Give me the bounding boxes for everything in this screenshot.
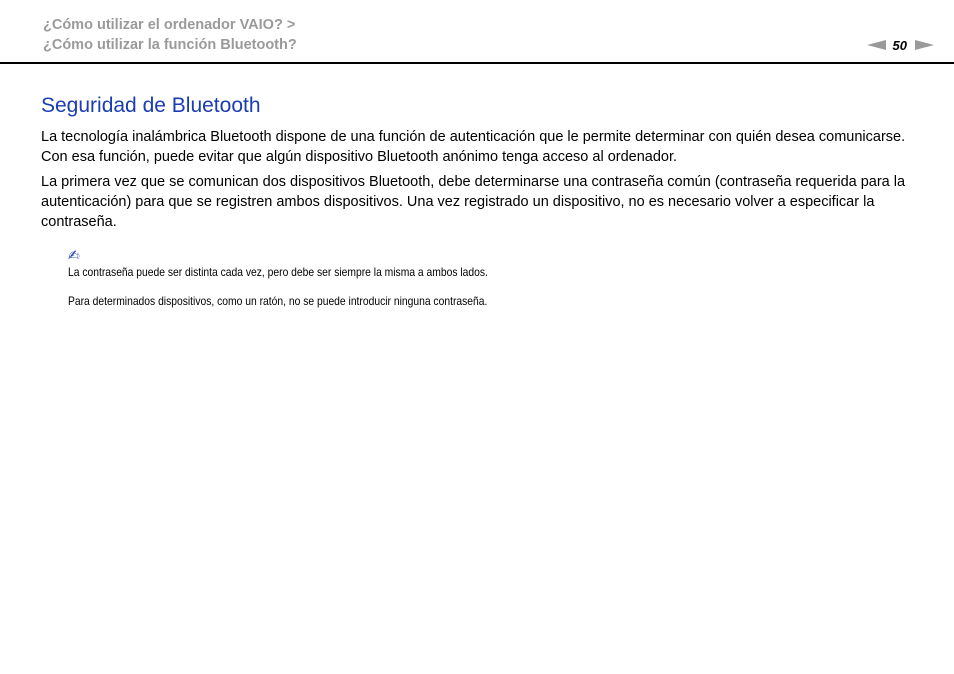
- pencil-note-icon: ✍: [68, 247, 80, 263]
- header-divider: [0, 62, 954, 64]
- page-navigation: [867, 36, 934, 54]
- note-text: La contraseña puede ser distinta cada vez, pero debe ser siempre la misma a ambos lados.: [68, 265, 488, 279]
- note-text: Para determinados dispositivos, como un ratón, no se puede introducir ninguna contraseña.: [68, 294, 488, 308]
- section-title: Seguridad de Bluetooth: [41, 94, 261, 117]
- body-paragraph: La primera vez que se comunican dos dispositivos Bluetooth, debe determinarse una contraseña común (contraseña requerida para la autenticación) para que se registren ambos dispositivos. Una vez registrado un dispositivo, no es necesario volver a especificar la contraseña.: [41, 174, 906, 230]
- breadcrumb-item[interactable]: ¿Cómo utilizar el ordenador VAIO? >: [43, 17, 296, 33]
- breadcrumb: [43, 15, 297, 55]
- page-number: 50: [892, 37, 907, 53]
- note-block: [68, 248, 921, 309]
- arrow-right-icon[interactable]: [915, 40, 934, 50]
- page-header: [0, 0, 954, 64]
- arrow-left-icon[interactable]: [867, 40, 886, 50]
- main-content: [41, 92, 921, 309]
- breadcrumb-item[interactable]: ¿Cómo utilizar la función Bluetooth?: [43, 37, 297, 53]
- body-paragraph: La tecnología inalámbrica Bluetooth dispone de una función de autenticación que le permite determinar con quién desea comunicarse. Con esa función, puede evitar que algún dispositivo Bluetooth anónimo tenga acceso al ordenador.: [41, 129, 906, 165]
